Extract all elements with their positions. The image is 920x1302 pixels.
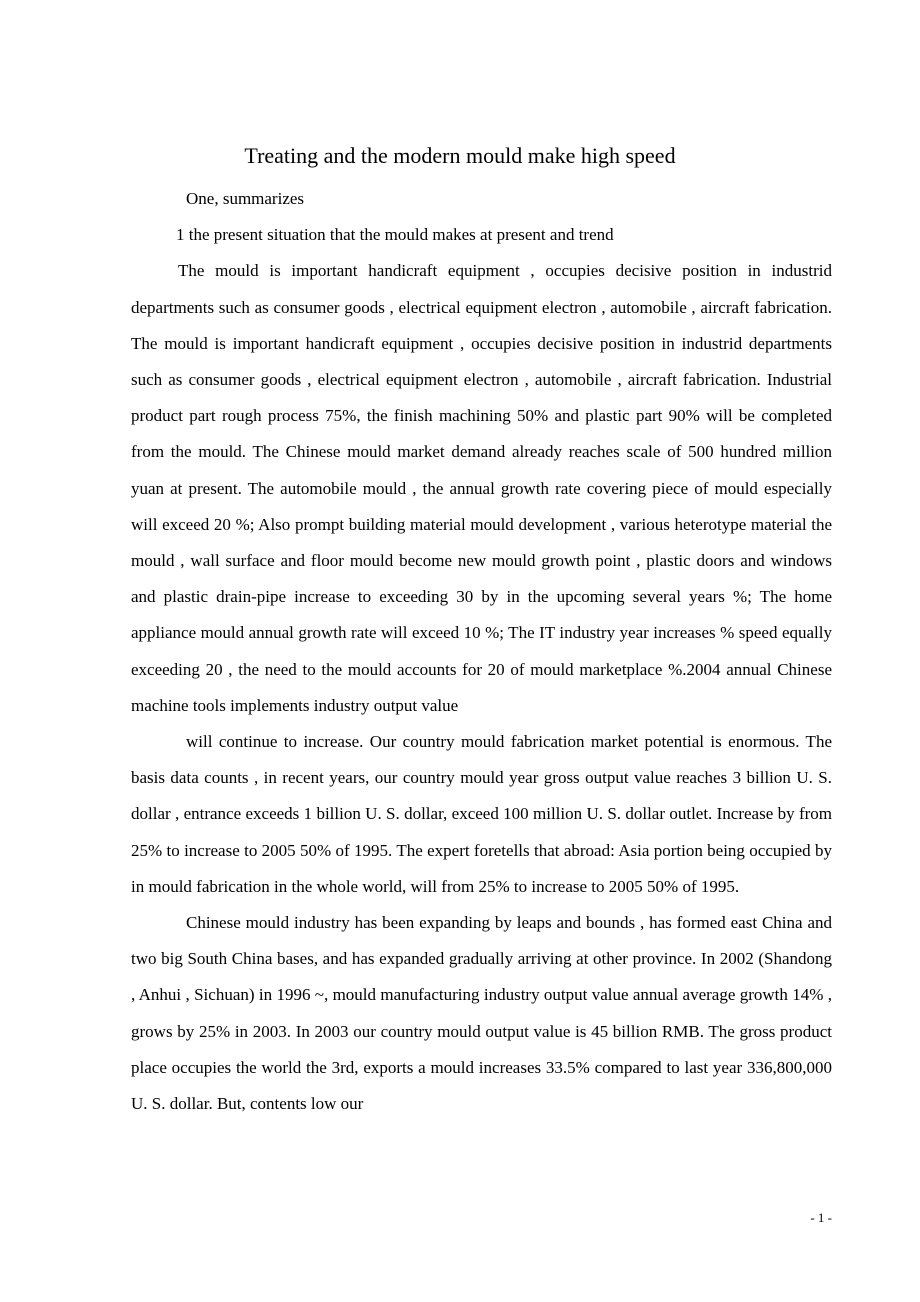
paragraph-3: Chinese mould industry has been expanding by leaps and bounds , has formed east China and two big South China bases, and has expanded gradually arriving at other province. In 2002 (Shandong , Anhui , Sichuan) in 1996 ~, mould manufacturing industry output value annual average growth 14% , grows by 25% in 2003. In 2003 our country mould output value is 45 billion RMB. The gross product place occupies the world the 3rd, exports a mould increases 33.5% compared to last year 336,800,000 U. S. dollar. But, contents low our [131, 913, 832, 1114]
document-body [131, 181, 832, 1122]
subsection-heading: 1 the present situation that the mould makes at present and trend [176, 225, 614, 245]
paragraph-1: The mould is important handicraft equipment , occupies decisive position in industrid departments such as consumer goods , electrical equipment electron , automobile , aircraft fabrication. The mould is important handicraft equipment , occupies decisive position in industrid departments such as consumer goods , electrical equipment electron , automobile , aircraft fabrication. Industrial product part rough process 75%, the finish machining 50% and plastic part 90% will be completed from the mould. The Chinese mould market demand already reaches scale of 500 hundred million yuan at present. The automobile mould , the annual growth rate covering piece of mould especially will exceed 20 %; Also prompt building material mould development , various heterotype material the mould , wall surface and floor mould become new mould growth point , plastic doors and windows and plastic drain-pipe increase to exceeding 30 by in the upcoming several years %; The home appliance mould annual growth rate will exceed 10 %; The IT industry year increases % speed equally exceeding 20 , the need to the mould accounts for 20 of mould marketplace %.2004 annual Chinese machine tools implements industry output value [131, 261, 832, 715]
paragraph-2: will continue to increase. Our country mould fabrication market potential is enormous. The basis data counts , in recent years, our country mould year gross output value reaches 3 billion U. S. dollar , entrance exceeds 1 billion U. S. dollar, exceed 100 million U. S. dollar outlet. Increase by from 25% to increase to 2005 50% of 1995. The expert foretells that abroad: Asia portion being occupied by in mould fabrication in the whole world, will from 25% to increase to 2005 50% of 1995. [131, 732, 832, 896]
section-heading: One, summarizes [186, 189, 305, 208]
document-title: Treating and the modern mould make high speed [244, 143, 676, 168]
page-number: - 1 - [810, 1210, 832, 1225]
